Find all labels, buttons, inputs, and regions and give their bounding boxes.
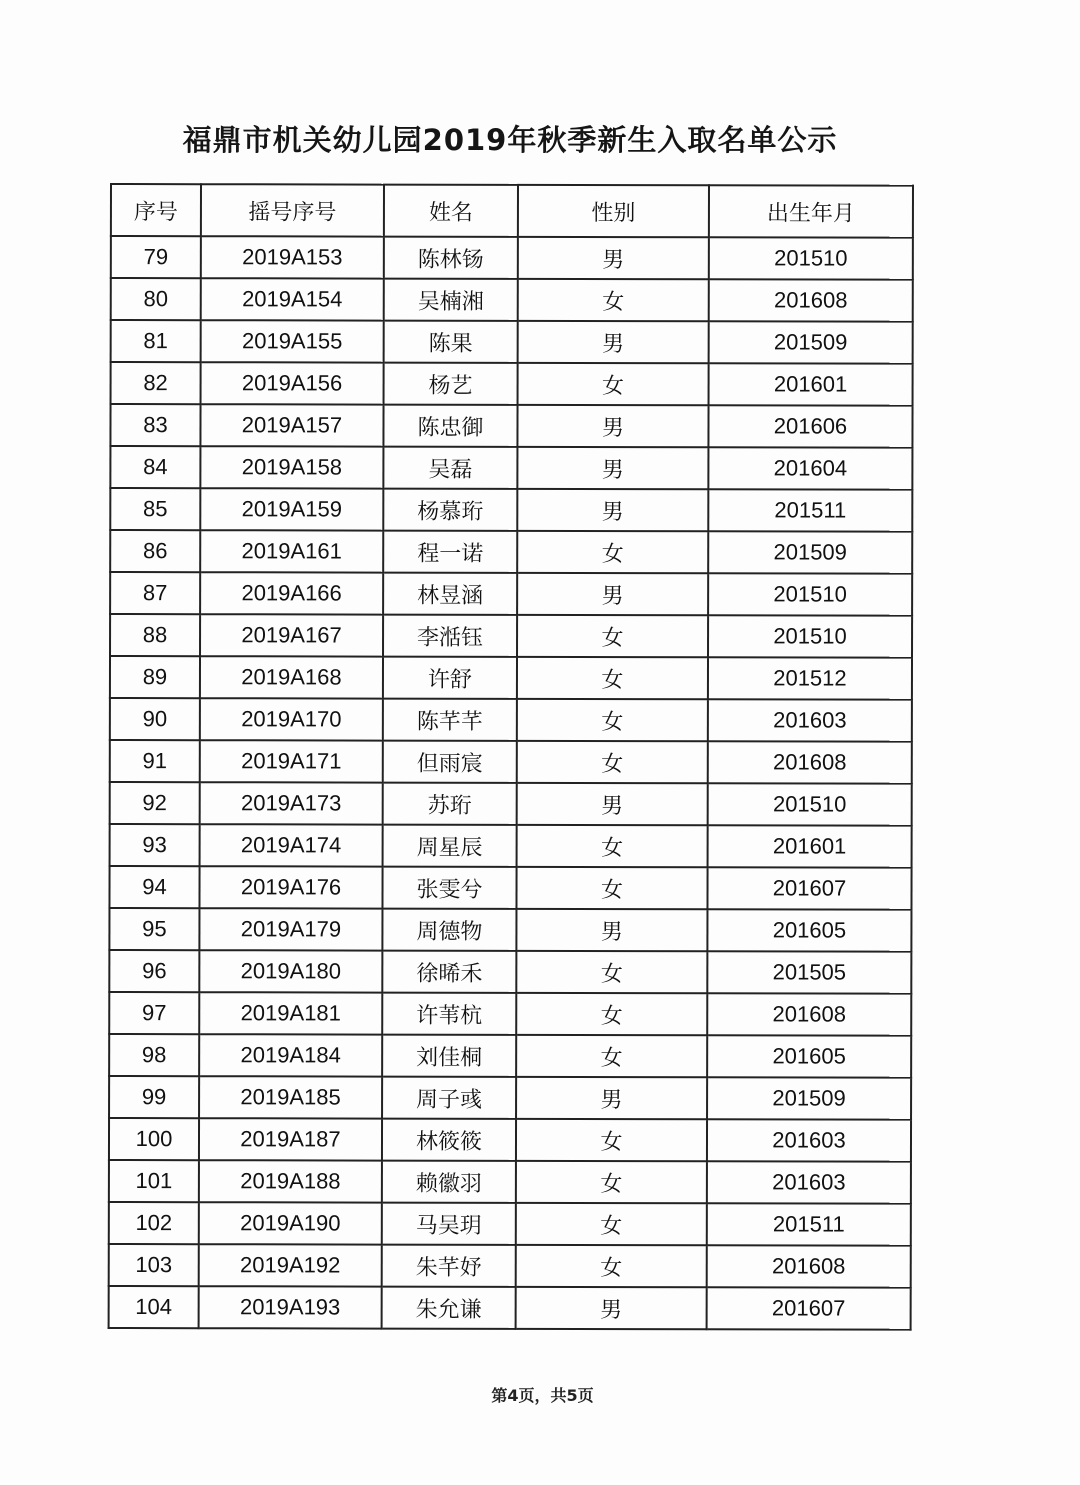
cell-gender: 女 [518,363,709,405]
cell-birth: 201605 [707,909,911,951]
cell-lottery-no: 2019A180 [199,950,382,992]
table-row [109,1286,911,1330]
cell-seq: 89 [110,656,200,698]
cell-seq: 84 [110,446,200,488]
cell-gender: 女 [517,741,708,783]
cell-lottery-no: 2019A181 [199,992,382,1034]
cell-lottery-no: 2019A176 [199,866,382,908]
cell-seq: 96 [109,950,199,992]
cell-birth: 201601 [709,363,913,405]
cell-seq: 99 [109,1076,199,1118]
cell-gender: 女 [516,1161,707,1203]
cell-gender: 女 [516,1245,707,1287]
column-header-gender: 性别 [518,185,709,237]
cell-birth: 201511 [708,489,912,531]
page-footer: 第4页，共5页 [491,1386,594,1405]
cell-lottery-no: 2019A154 [201,278,384,320]
cell-seq: 88 [110,614,200,656]
cell-name: 陈忠御 [383,405,517,447]
cell-name: 李湉钰 [383,615,517,657]
cell-gender: 男 [517,783,708,825]
cell-name: 马吴玥 [382,1203,516,1245]
cell-lottery-no: 2019A155 [201,320,384,362]
cell-birth: 201603 [707,1119,911,1161]
table-row [110,614,912,658]
table-row [110,824,912,868]
cell-lottery-no: 2019A171 [200,740,383,782]
cell-lottery-no: 2019A167 [200,614,383,656]
table-row [110,404,912,448]
cell-gender: 女 [516,1035,707,1077]
column-header-name: 姓名 [384,185,518,237]
cell-gender: 女 [516,1203,707,1245]
cell-gender: 女 [517,699,708,741]
cell-birth: 201601 [708,825,912,867]
cell-birth: 201510 [708,573,912,615]
column-header-birth: 出生年月 [709,185,913,237]
cell-gender: 男 [517,447,708,489]
cell-gender: 女 [517,657,708,699]
column-header-seq: 序号 [111,184,201,236]
cell-lottery-no: 2019A187 [199,1118,382,1160]
cell-gender: 女 [516,867,707,909]
cell-gender: 女 [517,825,708,867]
cell-seq: 83 [110,404,200,446]
cell-name: 陈果 [384,321,518,363]
cell-seq: 86 [110,530,200,572]
cell-seq: 82 [111,362,201,404]
cell-gender: 男 [516,909,707,951]
cell-gender: 男 [517,405,708,447]
cell-gender: 男 [516,1077,707,1119]
cell-birth: 201608 [707,1245,911,1287]
cell-seq: 102 [109,1202,199,1244]
table-row [110,740,912,784]
cell-seq: 103 [109,1244,199,1286]
cell-seq: 79 [111,236,201,278]
cell-gender: 女 [516,1119,707,1161]
cell-name: 林筱筱 [382,1119,516,1161]
cell-seq: 104 [109,1286,199,1328]
admission-table [108,183,914,1331]
table-row [109,908,911,952]
cell-name: 吴磊 [383,447,517,489]
cell-lottery-no: 2019A188 [199,1160,382,1202]
cell-birth: 201603 [707,1161,911,1203]
table-row [110,488,912,532]
cell-birth: 201512 [708,657,912,699]
cell-lottery-no: 2019A158 [200,446,383,488]
table-row [109,1118,911,1162]
cell-birth: 201505 [707,951,911,993]
table-row [109,992,911,1036]
cell-gender: 男 [517,573,708,615]
cell-birth: 201510 [708,783,912,825]
cell-seq: 100 [109,1118,199,1160]
cell-name: 林昱涵 [383,573,517,615]
cell-seq: 101 [109,1160,199,1202]
cell-gender: 男 [518,321,709,363]
cell-lottery-no: 2019A185 [199,1076,382,1118]
cell-name: 许舒 [383,657,517,699]
cell-name: 周星辰 [383,825,517,867]
cell-lottery-no: 2019A174 [200,824,383,866]
table-row [109,1202,911,1246]
cell-gender: 女 [517,615,708,657]
cell-name: 陈林钖 [384,237,518,279]
table-row [111,278,913,322]
cell-seq: 87 [110,572,200,614]
table-header-row [111,184,913,238]
cell-birth: 201608 [709,279,913,321]
table-row [109,950,911,994]
cell-seq: 85 [110,488,200,530]
cell-lottery-no: 2019A193 [199,1286,382,1328]
cell-lottery-no: 2019A166 [200,572,383,614]
cell-seq: 92 [110,782,200,824]
cell-lottery-no: 2019A170 [200,698,383,740]
cell-name: 杨慕珩 [383,489,517,531]
table-body [109,236,913,1330]
cell-seq: 95 [109,908,199,950]
cell-seq: 94 [109,866,199,908]
cell-gender: 女 [517,531,708,573]
cell-name: 许苇杭 [382,993,516,1035]
cell-name: 杨艺 [384,363,518,405]
cell-seq: 80 [111,278,201,320]
cell-lottery-no: 2019A184 [199,1034,382,1076]
cell-lottery-no: 2019A157 [200,404,383,446]
table-row [109,1244,911,1288]
cell-seq: 93 [110,824,200,866]
cell-gender: 女 [518,279,709,321]
cell-birth: 201510 [709,237,913,279]
cell-lottery-no: 2019A153 [201,236,384,278]
table-row [110,698,912,742]
table-row [111,320,913,364]
cell-lottery-no: 2019A161 [200,530,383,572]
table-row [109,866,911,910]
cell-lottery-no: 2019A179 [199,908,382,950]
cell-lottery-no: 2019A192 [199,1244,382,1286]
cell-name: 程一诺 [383,531,517,573]
cell-seq: 98 [109,1034,199,1076]
cell-name: 吴楠湘 [384,279,518,321]
cell-lottery-no: 2019A156 [201,362,384,404]
document-title: 福鼎市机关幼儿园2019年秋季新生入取名单公示 [182,123,838,157]
cell-name: 徐晞禾 [382,951,516,993]
table-row [109,1076,911,1120]
cell-birth: 201607 [707,867,911,909]
cell-name: 刘佳桐 [382,1035,516,1077]
cell-gender: 男 [518,237,709,279]
cell-birth: 201510 [708,615,912,657]
cell-name: 周德物 [382,909,516,951]
cell-seq: 90 [110,698,200,740]
table-row [111,362,913,406]
cell-name: 陈芊芊 [383,699,517,741]
cell-birth: 201509 [707,1077,911,1119]
cell-birth: 201509 [709,321,913,363]
cell-seq: 97 [109,992,199,1034]
cell-name: 朱允谦 [382,1287,516,1329]
table-row [109,1034,911,1078]
table-row [111,236,913,280]
cell-name: 张雯兮 [382,867,516,909]
cell-gender: 女 [516,951,707,993]
cell-birth: 201511 [707,1203,911,1245]
table-row [110,782,912,826]
cell-birth: 201606 [708,405,912,447]
table-row [110,572,912,616]
table-row [110,446,912,490]
cell-gender: 男 [517,489,708,531]
cell-name: 周子彧 [382,1077,516,1119]
cell-seq: 91 [110,740,200,782]
cell-name: 苏珩 [383,783,517,825]
column-header-lottery-no: 摇号序号 [201,184,384,236]
cell-gender: 女 [516,993,707,1035]
cell-birth: 201608 [708,741,912,783]
cell-gender: 男 [516,1287,707,1329]
cell-name: 朱芊妤 [382,1245,516,1287]
cell-lottery-no: 2019A159 [200,488,383,530]
table-row [110,530,912,574]
cell-birth: 201607 [707,1287,911,1329]
cell-birth: 201603 [708,699,912,741]
cell-lottery-no: 2019A173 [200,782,383,824]
table-row [110,656,912,700]
cell-birth: 201608 [707,993,911,1035]
cell-birth: 201509 [708,531,912,573]
cell-name: 赖徽羽 [382,1161,516,1203]
cell-lottery-no: 2019A190 [199,1202,382,1244]
cell-seq: 81 [111,320,201,362]
cell-birth: 201604 [708,447,912,489]
cell-name: 但雨宸 [383,741,517,783]
cell-lottery-no: 2019A168 [200,656,383,698]
cell-birth: 201605 [707,1035,911,1077]
table-row [109,1160,911,1204]
